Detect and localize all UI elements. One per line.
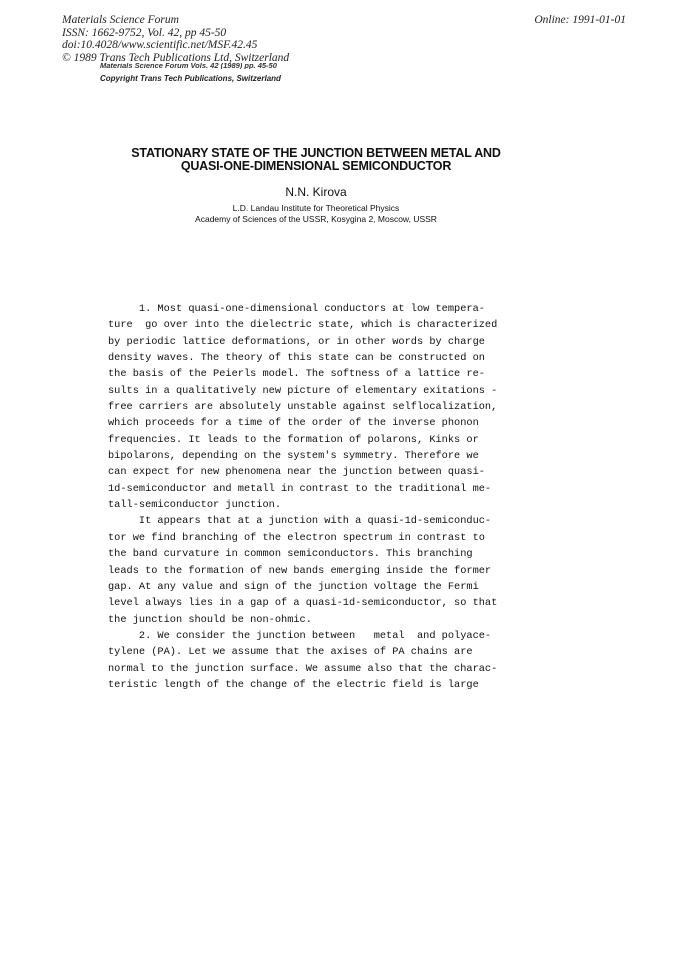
body-line: normal to the junction surface. We assume also that the charac- bbox=[108, 662, 498, 675]
publisher-line: © 1989 Trans Tech Publications Ltd, Switzerland bbox=[62, 51, 290, 64]
body-line: free carriers are absolutely unstable against selflocalization, bbox=[108, 401, 498, 414]
body-line: the band curvature in common semiconductors. This branching bbox=[108, 548, 473, 561]
body-line: can expect for new phenomena near the junction between quasi- bbox=[108, 466, 485, 479]
body-line: density waves. The theory of this state can be constructed on bbox=[108, 352, 485, 365]
body-line: by periodic lattice deformations, or in other words by charge bbox=[108, 335, 485, 348]
copyright-line: Copyright Trans Tech Publications, Switzerland bbox=[100, 74, 281, 83]
body-line: sults in a qualitatively new picture of elementary exitations - bbox=[108, 384, 498, 397]
body-line: tylene (PA). Let we assume that the axises of PA chains are bbox=[108, 646, 473, 659]
body-line: level always lies in a gap of a quasi-1d-semiconductor, so that bbox=[108, 597, 498, 610]
body-line: the junction should be non-ohmic. bbox=[108, 613, 312, 626]
journal-header bbox=[62, 14, 289, 64]
body-line: It appears that at a junction with a quasi-1d-semiconduc- bbox=[108, 515, 492, 528]
body-line: teristic length of the change of the electric field is large bbox=[108, 678, 479, 691]
affiliation bbox=[0, 203, 632, 224]
body-line: ture go over into the dielectric state, which is characterized bbox=[108, 319, 498, 332]
overprinted-citation: Materials Science Forum Vols. 42 (1989) pp. 45-50 bbox=[100, 63, 277, 69]
affiliation-line: Academy of Sciences of the USSR, Kosygina 2, Moscow, USSR bbox=[195, 213, 437, 224]
body-text bbox=[108, 301, 497, 693]
title-line: STATIONARY STATE OF THE JUNCTION BETWEEN METAL AND bbox=[131, 146, 501, 160]
journal-name: Materials Science Forum bbox=[62, 14, 179, 26]
title-line: QUASI-ONE-DIMENSIONAL SEMICONDUCTOR bbox=[180, 159, 452, 173]
doi-line: doi:10.4028/www.scientific.net/MSF.42.45 bbox=[62, 39, 258, 51]
affiliation-line: L.D. Landau Institute for Theoretical Physics bbox=[232, 203, 400, 213]
issn-line: ISSN: 1662-9752, Vol. 42, pp 45-50 bbox=[62, 26, 227, 39]
author-name: N.N. Kirova bbox=[285, 185, 347, 199]
body-line: 2. We consider the junction between metal and polyace- bbox=[108, 629, 492, 642]
body-line: 1d-semiconductor and metall in contrast to the traditional me- bbox=[108, 482, 492, 495]
body-line: leads to the formation of new bands emerging inside the former bbox=[108, 564, 492, 577]
body-line: bipolarons, depending on the system's symmetry. Therefore we bbox=[108, 450, 479, 463]
body-line: the basis of the Peierls model. The softness of a lattice re- bbox=[108, 368, 485, 381]
body-line: gap. At any value and sign of the junction voltage the Fermi bbox=[108, 580, 479, 593]
online-date: Online: 1991-01-01 bbox=[534, 14, 626, 26]
paper-title bbox=[0, 147, 632, 173]
body-line: frequencies. It leads to the formation of polarons, Kinks or bbox=[108, 433, 479, 446]
body-line: which proceeds for a time of the order of the inverse phonon bbox=[108, 417, 479, 430]
body-line: tor we find branching of the electron spectrum in contrast to bbox=[108, 531, 485, 544]
body-line: tall-semiconductor junction. bbox=[108, 499, 282, 512]
body-line: 1. Most quasi-one-dimensional conductors at low tempera- bbox=[108, 303, 485, 315]
